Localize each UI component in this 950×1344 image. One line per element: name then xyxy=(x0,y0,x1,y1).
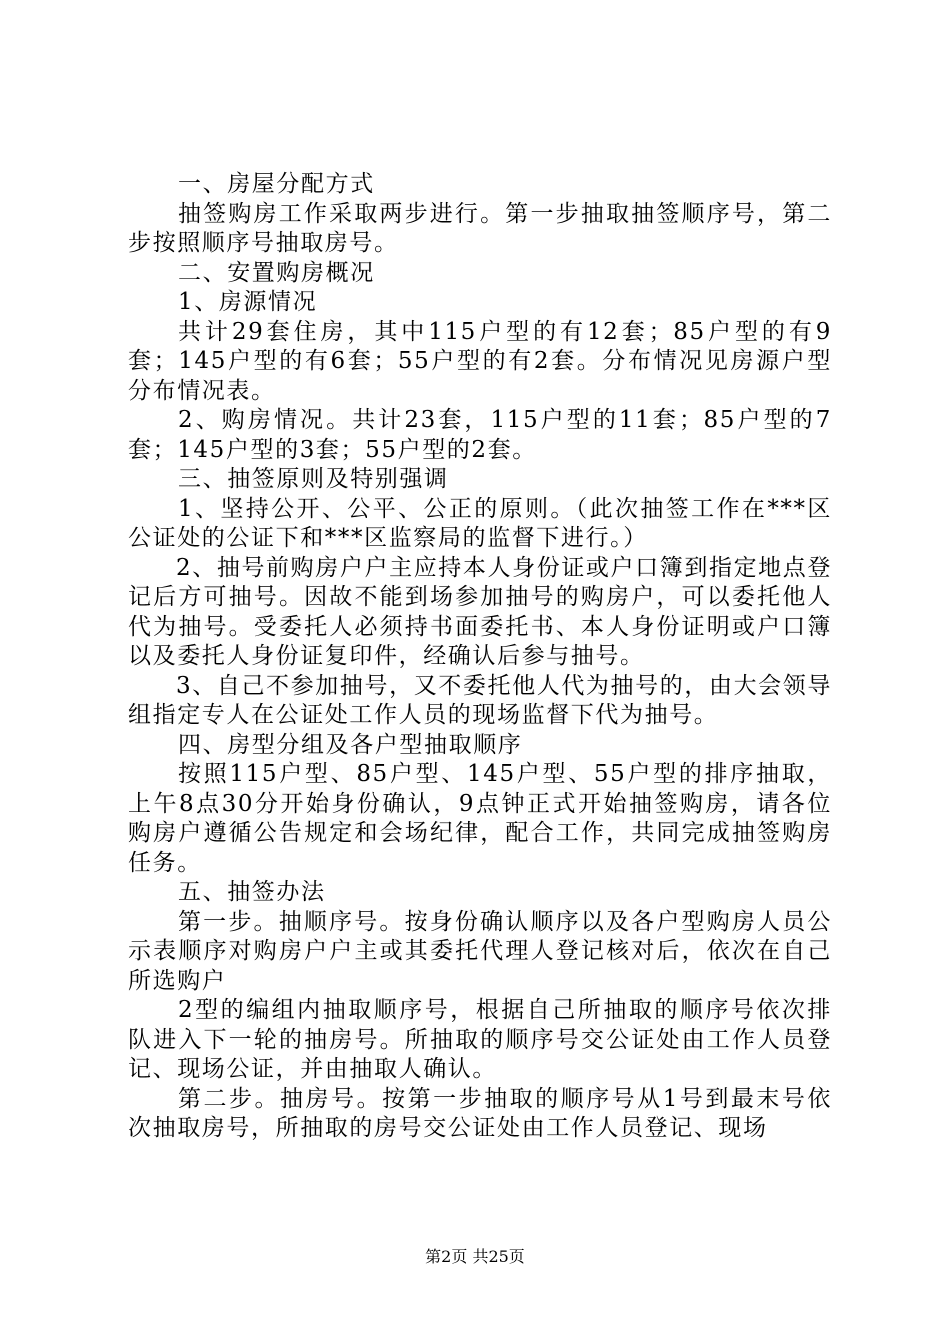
section-heading-3: 三、抽签原则及特别强调 xyxy=(178,466,449,492)
paragraph: 共计29套住房，其中115户型的有12套；85户型的有9套；145户型的有6套；55户型的有2套。分布情况见房源户型分布情况表。 xyxy=(128,318,832,404)
paragraph: 2、购房情况。共计23套，115户型的11套；85户型的7套；145户型的3套；55户型的2套。 xyxy=(128,407,832,463)
paragraph: 3、自己不参加抽号，又不委托他人代为抽号的，由大会领导组指定专人在公证处工作人员的现场监督下代为抽号。 xyxy=(128,672,832,728)
paragraph: 第一步。抽顺序号。按身份确认顺序以及各户型购房人员公示表顺序对购房户户主或其委托代理人登记核对后，依次在自己所选购户 xyxy=(128,908,832,994)
paragraph: 第二步。抽房号。按第一步抽取的顺序号从1号到最末号依次抽取房号，所抽取的房号交公证处由工作人员登记、现场 xyxy=(128,1085,832,1141)
section-heading-2: 二、安置购房概况 xyxy=(178,259,375,286)
section-heading-4: 四、房型分组及各户型抽取顺序 xyxy=(178,731,523,758)
paragraph: 2、抽号前购房户户主应持本人身份证或户口簿到指定地点登记后方可抽号。因故不能到场参加抽号的购房户，可以委托他人代为抽号。受委托人必须持书面委托书、本人身份证明或户口簿以及委托人身份证复印件，经确认后参与抽号。 xyxy=(128,554,832,669)
paragraph: 抽签购房工作采取两步进行。第一步抽取抽签顺序号，第二步按照顺序号抽取房号。 xyxy=(128,200,832,256)
paragraph: 1、坚持公开、公平、公正的原则。（此次抽签工作在***区公证处的公证下和***区监察局的监督下进行。） xyxy=(128,495,832,551)
section-heading-1: 一、房屋分配方式 xyxy=(178,171,375,197)
page-footer xyxy=(0,1244,950,1267)
paragraph: 2型的编组内抽取顺序号，根据自己所抽取的顺序号依次排队进入下一轮的抽房号。所抽取的顺序号交公证处由工作人员登记、现场公证，并由抽取人确认。 xyxy=(128,997,832,1082)
subsection-heading: 1、房源情况 xyxy=(178,289,318,315)
section-heading-5: 五、抽签办法 xyxy=(178,879,326,905)
paragraph: 按照115户型、85户型、145户型、55户型的排序抽取，上午8点30分开始身份确认，9点钟正式开始抽签购房，请各位购房户遵循公告规定和会场纪律，配合工作，共同完成抽签购房任务。 xyxy=(128,761,832,876)
document-body xyxy=(128,170,832,1144)
page-number-label: 第2页 共25页 xyxy=(425,1247,525,1266)
